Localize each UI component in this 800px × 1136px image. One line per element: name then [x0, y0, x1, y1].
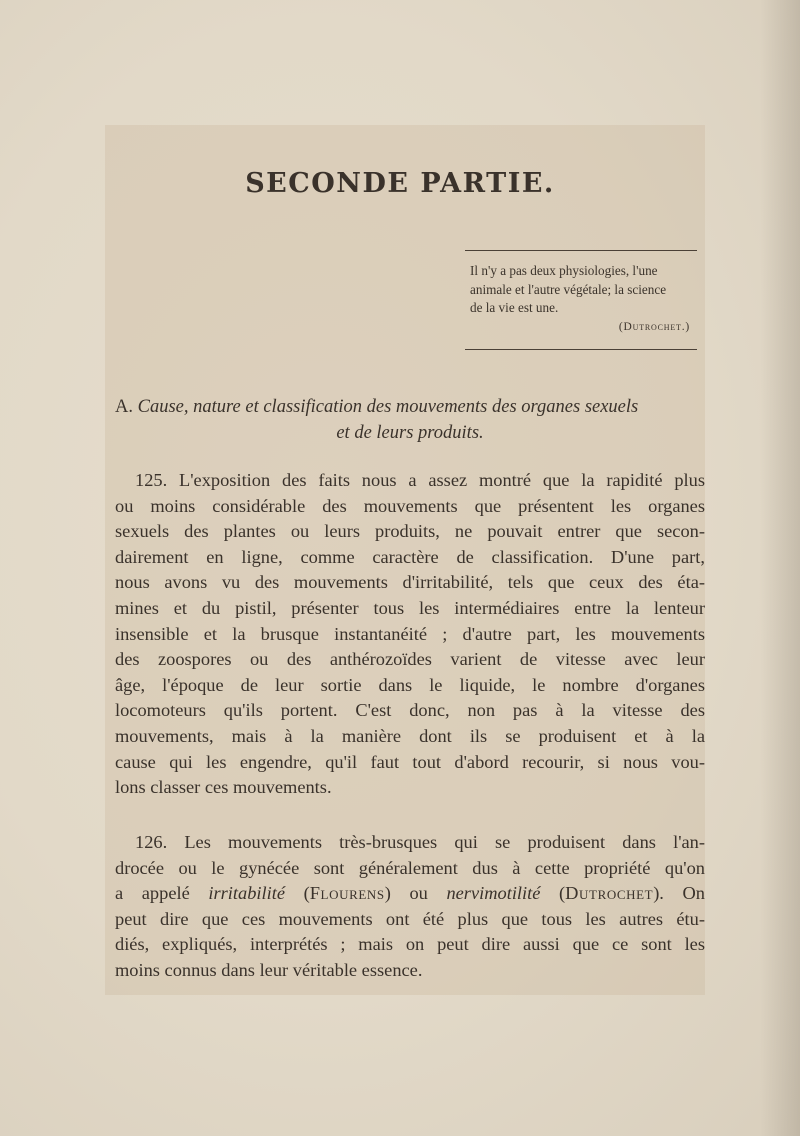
epigraph	[470, 262, 700, 336]
section-heading	[115, 395, 705, 445]
epigraph-attribution: (Dutrochet.)	[618, 320, 690, 333]
text-line: cause qui les engendre, qu'il faut tout d'abord recourir, si nous vou-	[115, 751, 705, 772]
text-fragment: (	[540, 883, 566, 904]
author-flourens: Flourens	[309, 883, 385, 904]
epigraph-line: Il n'y a pas deux physiologies, l'une	[470, 263, 658, 278]
text-line: mouvements, mais à la manière dont ils se produisent et à la	[115, 725, 705, 746]
text-line: ou moins considérable des mouvements que présentent les organes	[115, 495, 705, 516]
paragraph-125	[115, 468, 705, 801]
text-line: des zoospores ou des anthérozoïdes varient de vitesse avec leur	[115, 649, 705, 670]
epigraph-bottom-rule	[465, 349, 697, 350]
text-fragment: ) ou	[384, 883, 447, 904]
text-line: drocée ou le gynécée sont généralement dus à cette propriété qu'on	[115, 857, 705, 878]
text-line: peut dire que ces mouvements ont été plus que tous les autres étu-	[115, 908, 705, 929]
section-letter: A.	[115, 397, 133, 417]
epigraph-top-rule	[465, 250, 697, 251]
text-line: dairement en ligne, comme caractère de classification. D'une part,	[115, 546, 705, 567]
term-nervimotilite: nervimotilité	[446, 883, 541, 904]
page-title: SECONDE PARTIE.	[245, 168, 555, 199]
text-line: moins connus dans leur véritable essence.	[115, 959, 423, 980]
text-line: lons classer ces mouvements.	[115, 777, 332, 798]
text-line: 125. L'exposition des faits nous a assez montré que la rapidité plus	[135, 470, 705, 490]
text-fragment: a appelé	[115, 883, 209, 904]
text-line: 126. Les mouvements très-brusques qui se produisent dans l'an-	[135, 832, 705, 852]
text-line: nous avons vu des mouvements d'irritabilité, tels que ceux des éta-	[115, 572, 705, 593]
text-line: mines et du pistil, présenter tous les intermédiaires entre la lenteur	[115, 597, 705, 618]
text-fragment: ). On	[653, 883, 705, 904]
term-irritabilite: irritabilité	[208, 883, 285, 904]
section-title-line2: et de leurs produits.	[336, 422, 484, 443]
text-line: sexuels des plantes ou leurs produits, ne pouvait entrer que secon-	[115, 521, 705, 542]
epigraph-line: animale et l'autre végétale; la science	[470, 281, 667, 297]
section-title-line1: Cause, nature et classification des mouvements des organes sexuels	[137, 397, 639, 417]
epigraph-line: de la vie est une.	[470, 300, 559, 315]
text-line: locomoteurs qu'ils portent. C'est donc, non pas à la vitesse des	[115, 700, 705, 721]
text-line: insensible et la brusque instantanéité ; d'autre part, les mouvements	[115, 623, 705, 644]
text-line-with-terms	[115, 881, 705, 907]
author-dutrochet: Dutrochet	[565, 883, 654, 904]
text-fragment: (	[285, 883, 310, 904]
text-line: âge, l'époque de leur sortie dans le liquide, le nombre d'organes	[115, 674, 705, 695]
text-line: diés, expliqués, interprétés ; mais on peut dire aussi que ce sont les	[115, 934, 705, 955]
paragraph-126	[115, 830, 705, 984]
